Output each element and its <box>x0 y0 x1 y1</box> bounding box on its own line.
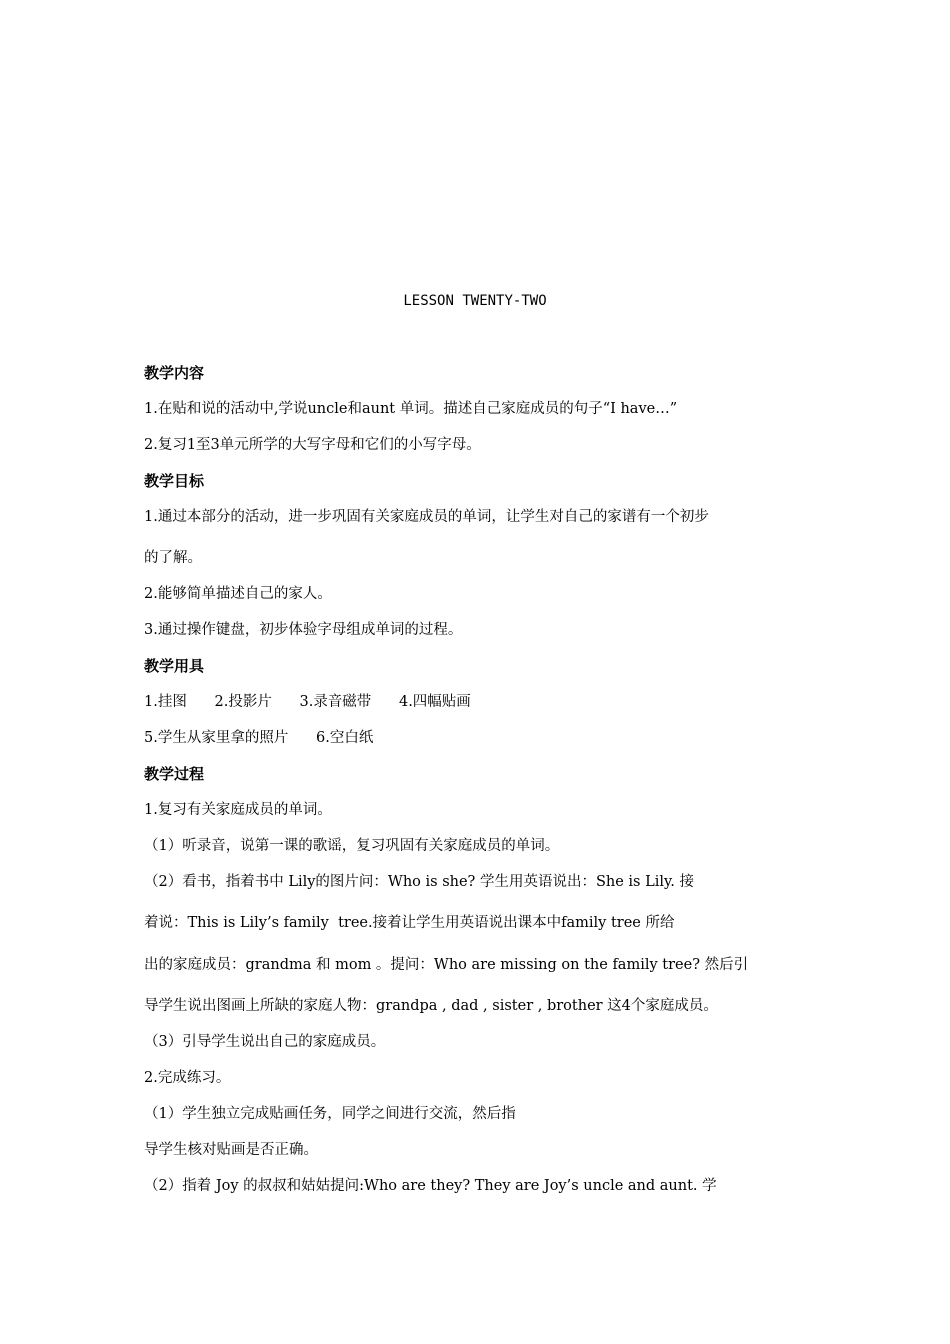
process-line-11: （2）指着 Joy 的叔叔和姑姑提问:Who are they? They are Joy’s uncle and aunt. 学 <box>144 1178 717 1194</box>
section-heading-goals: 教学目标 <box>144 472 205 490</box>
goals-line-4: 3.通过操作键盘，初步体验字母组成单词的过程。 <box>144 622 463 638</box>
content-line-1: 1.在贴和说的活动中,学说uncle和aunt 单词。描述自己家庭成员的句子“I have…” <box>144 401 678 417</box>
content-line-2: 2.复习1至3单元所学的大写字母和它们的小写字母。 <box>144 437 481 453</box>
goals-line-3: 2.能够简单描述自己的家人。 <box>144 586 332 602</box>
tools-line-2: 5.学生从家里拿的照片 6.空白纸 <box>144 730 374 746</box>
process-line-1: 1.复习有关家庭成员的单词。 <box>144 802 332 818</box>
lesson-title: LESSON TWENTY-TWO <box>403 293 547 309</box>
goals-line-2: 的了解。 <box>144 550 202 566</box>
process-line-4: 着说：This is Lily’s family tree.接着让学生用英语说出课本中family tree 所给 <box>144 915 675 931</box>
goals-line-1: 1.通过本部分的活动，进一步巩固有关家庭成员的单词，让学生对自己的家谱有一个初步 <box>144 509 709 525</box>
process-line-8: 2.完成练习。 <box>144 1070 231 1086</box>
section-heading-process: 教学过程 <box>144 765 205 783</box>
tools-line-1: 1.挂图 2.投影片 3.录音磁带 4.四幅贴画 <box>144 694 471 710</box>
section-heading-content: 教学内容 <box>144 364 205 382</box>
process-line-2: （1）听录音，说第一课的歌谣，复习巩固有关家庭成员的单词。 <box>144 838 560 854</box>
process-line-3: （2）看书，指着书中 Lily的图片问：Who is she? 学生用英语说出：She is Lily. 接 <box>144 874 694 890</box>
process-line-5: 出的家庭成员：grandma 和 mom 。提问：Who are missing on the family tree? 然后引 <box>144 957 749 973</box>
process-line-6: 导学生说出图画上所缺的家庭人物：grandpa , dad , sister , brother 这4个家庭成员。 <box>144 998 718 1014</box>
process-line-7: （3）引导学生说出自己的家庭成员。 <box>144 1034 386 1050</box>
process-line-9: （1）学生独立完成贴画任务，同学之间进行交流，然后指 <box>144 1106 516 1122</box>
process-line-10: 导学生核对贴画是否正确。 <box>144 1142 318 1158</box>
section-heading-tools: 教学用具 <box>144 657 205 675</box>
